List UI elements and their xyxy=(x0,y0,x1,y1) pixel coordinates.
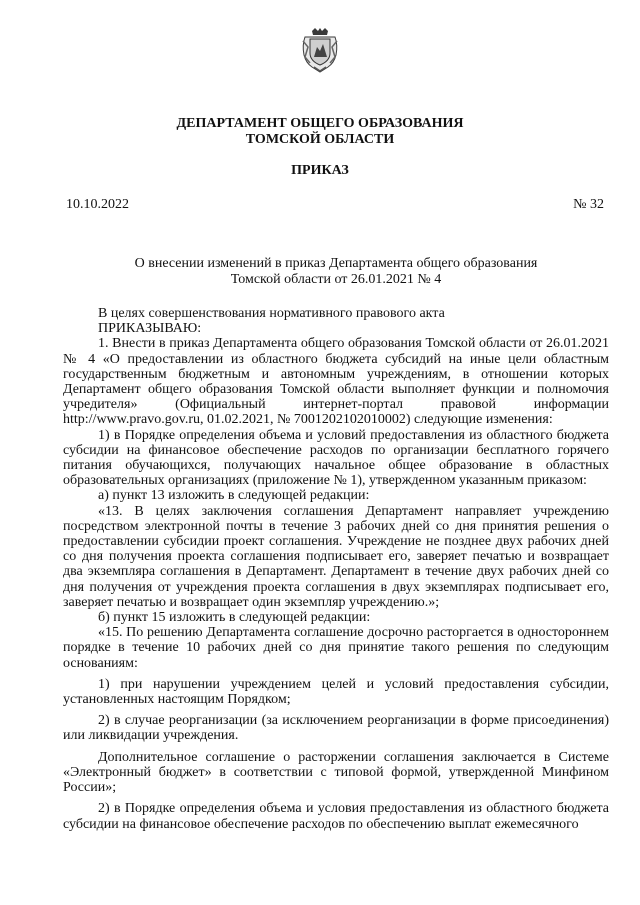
document-date: 10.10.2022 xyxy=(66,197,129,212)
subject-line1: О внесении изменений в приказ Департамента общего образования xyxy=(134,256,538,271)
paragraph-1: 1. Внести в приказ Департамента общего образования Томской области от 26.01.2021 № 4 «О предоставлении из областного бюджета субсидий на иные цели областным государственным бюджетным и автономным учреждениям, в отношении которых Департамент общего образования Томской области выполняет функции и полномочия учредителя» (Официальный интернет-портал правовой информации http://www.pravo.gov.ru, 01.02.2021, № 7001202102010002) следующие изменения: xyxy=(63,336,609,428)
paragraph-a: а) пункт 13 изложить в следующей редакции: xyxy=(98,488,370,504)
coat-of-arms-icon xyxy=(300,27,340,73)
paragraph-b: б) пункт 15 изложить в следующей редакции: xyxy=(98,610,371,626)
paragraph-13: «13. В целях заключения соглашения Департамент направляет учреждению посредством электронной почты в течение 3 рабочих дней со дня принятия решения о предоставлении субсидии проект соглашения. Учреждение не позднее двух рабочих дней со дня получения проекта соглашения подписывает его, заверяет печатью и возвращает два экземпляра соглашения в Департамент. Департамент в течение двух рабочих дней со дня получения от учреждения проекта соглашения в двух экземплярах подписывает его, заверяет печатью и возвращает один экземпляр учреждению.»; xyxy=(63,503,609,610)
order-word: ПРИКАЗЫВАЮ: xyxy=(98,321,202,337)
preamble: В целях совершенствования нормативного правового акта xyxy=(98,306,445,321)
paragraph-additional-agreement: Дополнительное соглашение о расторжении соглашения заключается в Системе «Электронный бюджет» в соответствии с типовой формой, утвержденной Минфином России»; xyxy=(63,749,609,796)
document-number: № 32 xyxy=(573,197,604,212)
paragraph-15-1: 1) при нарушении учреждением целей и условий предоставления субсидии, установленных настоящим Порядком; xyxy=(63,676,609,708)
document-type: ПРИКАЗ xyxy=(291,163,349,178)
paragraph-15: «15. По решению Департамента соглашение досрочно расторгается в одностороннем порядке в течение 10 рабочих дней со дня принятие такого решения по следующим основаниям: xyxy=(63,625,609,671)
document-body xyxy=(63,306,609,832)
org-name-line2: ТОМСКОЙ ОБЛАСТИ xyxy=(245,132,395,147)
org-name-line1: ДЕПАРТАМЕНТ ОБЩЕГО ОБРАЗОВАНИЯ xyxy=(176,116,464,131)
paragraph-2: 2) в Порядке определения объема и условия предоставления из областного бюджета субсидии на финансовое обеспечение расходов по обеспечению выплат ежемесячного xyxy=(63,801,609,832)
subject-line2: Томской области от 26.01.2021 № 4 xyxy=(230,272,442,287)
paragraph-1-1: 1) в Порядке определения объема и условий предоставления из областного бюджета субсидии на финансовое обеспечение расходов по организации бесплатного горячего питания обучающихся, получающих начальное общее образование в областных образовательных организациях (приложение № 1), утвержденном указанным приказом: xyxy=(63,427,609,489)
paragraph-15-2: 2) в случае реорганизации (за исключением реорганизации в форме присоединения) или ликвидации учреждения. xyxy=(63,713,609,744)
